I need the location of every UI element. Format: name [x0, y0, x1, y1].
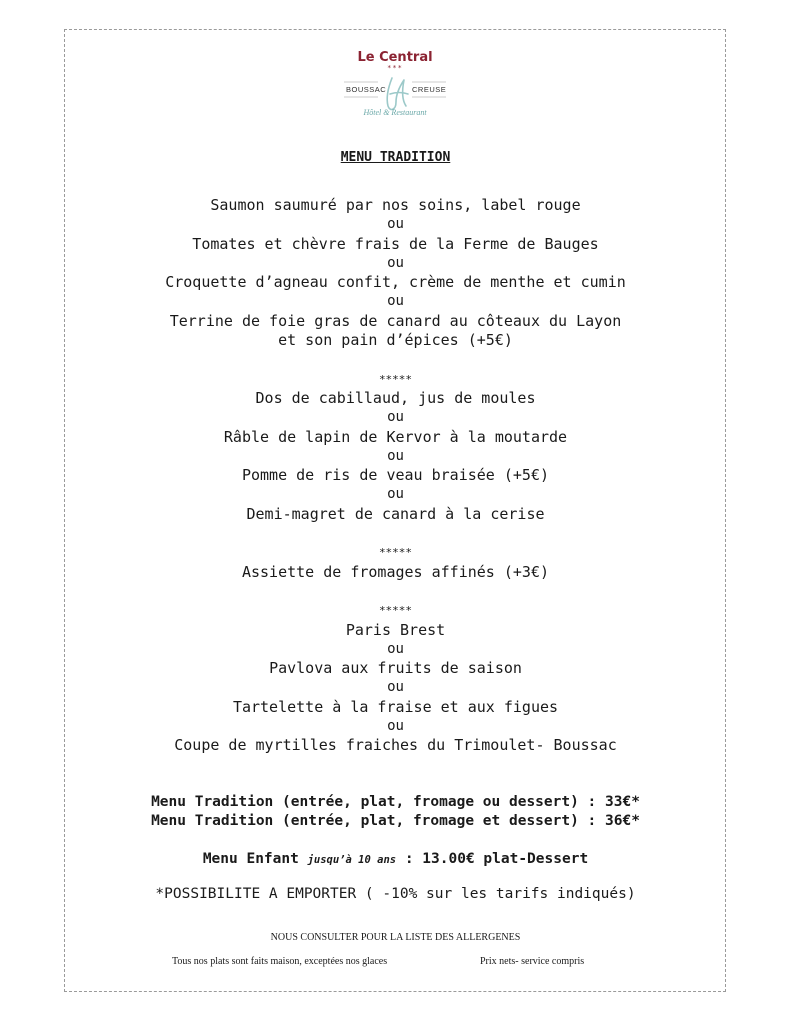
or-separator: ou [387, 216, 404, 233]
menu-body [0, 196, 791, 756]
allergen-note: NOUS CONSULTER POUR LA LISTE DES ALLERGENES [270, 932, 521, 943]
course-separator: ***** [378, 546, 413, 560]
course-separator: ***** [378, 604, 413, 618]
kids-menu [0, 851, 791, 867]
dessert-2: Pavlova aux fruits de saison [269, 659, 522, 678]
plat-3: Pomme de ris de veau braisée (+5€) [241, 466, 550, 485]
plat-4: Demi-magret de canard à la cerise [246, 504, 545, 523]
takeaway-note: *POSSIBILITE A EMPORTER ( -10% sur les tarifs indiqués) [155, 886, 636, 902]
price-line-1: Menu Tradition (entrée, plat, fromage ou dessert) : 33€* [151, 794, 640, 810]
logo-stars: *** [387, 64, 403, 72]
kids-menu-price: : 13.00€ plat-Dessert [404, 851, 589, 867]
entree-4-extra: et son pain d’épices (+5€) [278, 331, 513, 350]
footer-price-note: Prix nets- service compris [480, 956, 585, 967]
logo-city-left: BOUSSAC [346, 85, 387, 94]
menu-title: MENU TRADITION [340, 150, 451, 165]
fromage-item: Assiette de fromages affinés (+3€) [241, 562, 550, 581]
logo-subtitle: Hôtel & Restaurant [363, 108, 427, 117]
or-separator: ou [387, 254, 404, 271]
or-separator: ou [387, 409, 404, 426]
plat-1: Dos de cabillaud, jus de moules [255, 388, 536, 407]
course-separator: ***** [378, 372, 413, 386]
footer-homemade-note: Tous nos plats sont faits maison, exceptées nos glaces [172, 956, 388, 967]
plat-2: Râble de lapin de Kervor à la moutarde [223, 427, 568, 446]
dessert-1: Paris Brest [345, 620, 446, 639]
or-separator: ou [387, 486, 404, 503]
restaurant-logo [330, 44, 460, 134]
kids-menu-label: Menu Enfant [202, 851, 299, 867]
entree-2: Tomates et chèvre frais de la Ferme de Bauges [192, 234, 599, 253]
entree-4: Terrine de foie gras de canard au côteaux du Layon [169, 311, 622, 330]
price-line-2: Menu Tradition (entrée, plat, fromage et dessert) : 36€* [151, 813, 640, 829]
entree-1: Saumon saumuré par nos soins, label rouge [210, 196, 581, 214]
logo-name: Le Central [357, 50, 433, 65]
or-separator: ou [387, 718, 404, 735]
or-separator: ou [387, 679, 404, 696]
price-block [0, 793, 791, 831]
or-separator: ou [387, 640, 404, 657]
dessert-3: Tartelette à la fraise et aux figues [232, 697, 559, 716]
logo-city-right: CREUSE [412, 85, 447, 94]
or-separator: ou [387, 447, 404, 464]
entree-3: Croquette d’agneau confit, crème de menthe et cumin [165, 273, 626, 292]
or-separator: ou [387, 293, 404, 310]
dessert-4: Coupe de myrtilles fraiches du Trimoulet- Boussac [174, 736, 617, 755]
kids-menu-age: jusqu’à 10 ans [307, 854, 397, 866]
